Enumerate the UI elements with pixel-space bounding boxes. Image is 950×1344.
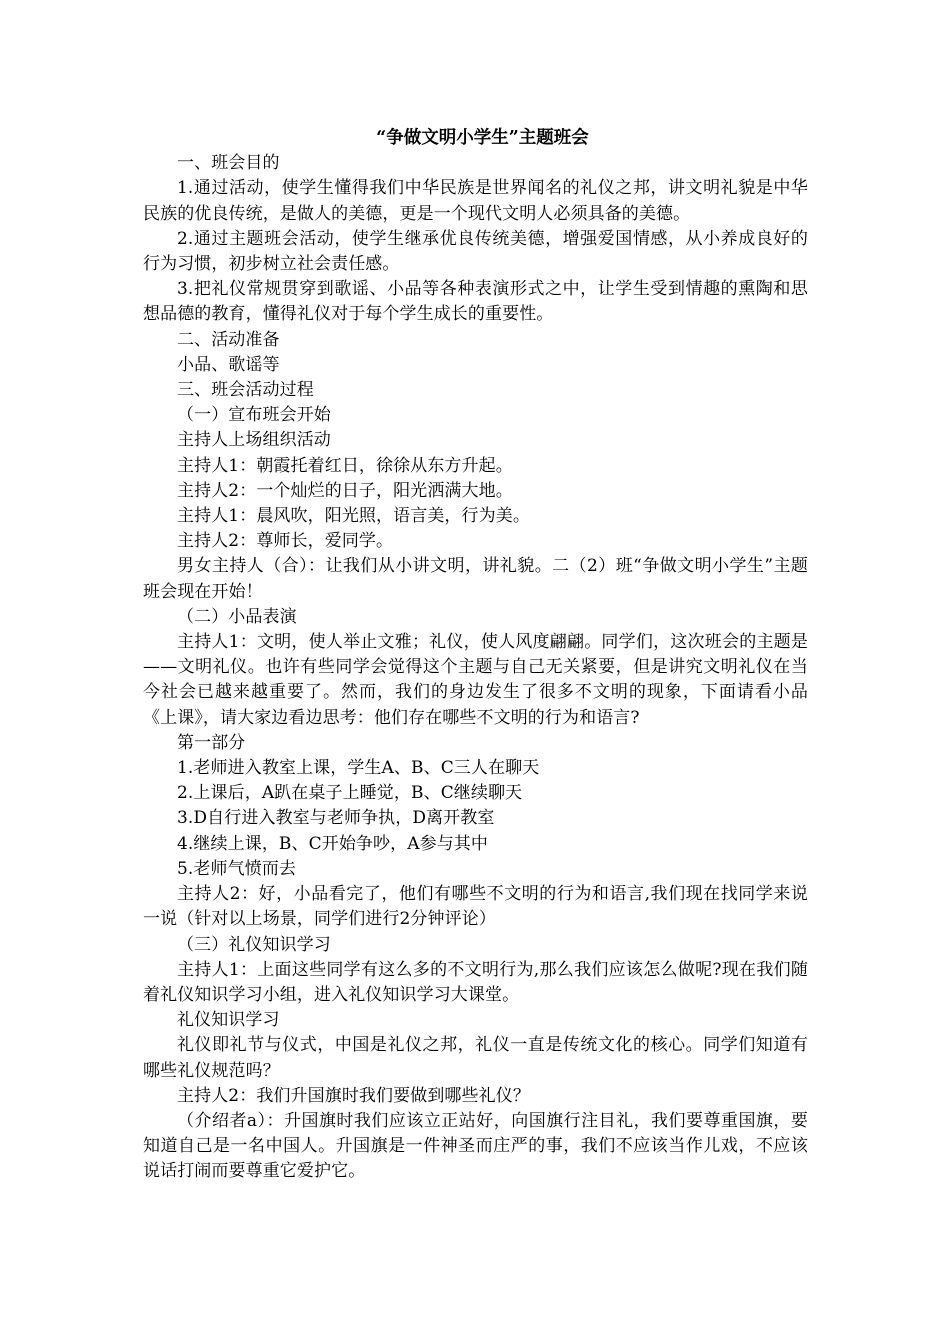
paragraph: 1.通过活动，使学生懂得我们中华民族是世界闻名的礼仪之邦，讲文明礼貌是中华民族的优良传统，是做人的美德，更是一个现代文明人必须具备的美德。 (143, 178, 808, 224)
paragraph: 主持人2：我们升国旗时我们要做到哪些礼仪？ (177, 1085, 530, 1106)
subsection-heading: （二）小品表演 (177, 606, 297, 627)
paragraph: 主持人2：尊师长，爱同学。 (177, 531, 394, 552)
paragraph: 主持人上场组织活动 (177, 430, 331, 451)
paragraph: 主持人1：晨风吹，阳光照，语言美，行为美。 (177, 506, 530, 527)
document-title: “争做文明小学生”主题班会 (376, 128, 589, 148)
section-heading-purpose: 一、班会目的 (177, 153, 280, 174)
list-item: 4.继续上课，B、C开始争吵，A参与其中 (177, 833, 488, 854)
paragraph: 主持人1：上面这些同学有这么多的不文明行为,那么我们应该怎么做呢?现在我们随着礼仪知识学习小组，进入礼仪知识学习大课堂。 (143, 959, 808, 1005)
paragraph: 3.把礼仪常规贯穿到歌谣、小品等各种表演形式之中，让学生受到情趣的熏陶和思想品德的教育，懂得礼仪对于每个学生成长的重要性。 (143, 279, 808, 325)
paragraph: 第一部分 (177, 732, 246, 753)
paragraph: 2.通过主题班会活动，使学生继承优良传统美德，增强爱国情感，从小养成良好的行为习惯，初步树立社会责任感。 (143, 228, 808, 275)
subsection-heading: （三）礼仪知识学习 (177, 934, 331, 955)
paragraph: 男女主持人（合）：让我们从小讲文明，讲礼貌。二（2）班“争做文明小学生”主题班会现在开始！ (143, 556, 808, 602)
paragraph: 主持人2：好，小品看完了，他们有哪些不文明的行为和语言,我们现在找同学来说一说（针对以上场景，同学们进行2分钟评论） (143, 884, 808, 930)
paragraph: 小品、歌谣等 (177, 354, 280, 375)
list-item: 2.上课后，A趴在桌子上睡觉，B、C继续聊天 (177, 783, 523, 804)
list-item: 5.老师气愤而去 (177, 858, 297, 879)
paragraph: （介绍者a）：升国旗时我们应该立正站好，向国旗行注目礼，我们要尊重国旗，要知道自己是一名中国人。升国旗是一件神圣而庄严的事，我们不应该当作儿戏，不应该说话打闹而要尊重它爱护它。 (143, 1110, 808, 1182)
paragraph: 主持人1：文明，使人举止文雅；礼仪，使人风度翩翩。同学们，这次班会的主题是——文明礼仪。也许有些同学会觉得这个主题与自己无关紧要，但是讲究文明礼仪在当今社会已越来越重要了。然而，我们的身边发生了很多不文明的现象，下面请看小品《上课》，请大家边看边思考：他们存在哪些不文明的行为和语言? (143, 632, 808, 728)
subsection-heading: （一）宣布班会开始 (177, 405, 331, 426)
paragraph: 礼仪即礼节与仪式，中国是礼仪之邦，礼仪一直是传统文化的核心。同学们知道有哪些礼仪规范吗？ (143, 1035, 808, 1081)
section-heading-preparation: 二、活动准备 (177, 329, 280, 350)
paragraph: 主持人2：一个灿烂的日子，阳光洒满大地。 (177, 480, 513, 501)
document-body (143, 126, 808, 1185)
paragraph: 礼仪知识学习 (177, 1010, 280, 1031)
section-heading-process: 三、班会活动过程 (177, 380, 314, 401)
paragraph: 主持人1：朝霞托着红日，徐徐从东方升起。 (177, 455, 513, 476)
list-item: 3.D自行进入教室与老师争执，D离开教室 (177, 808, 495, 829)
list-item: 1.老师进入教室上课，学生A、B、C三人在聊天 (177, 758, 540, 779)
